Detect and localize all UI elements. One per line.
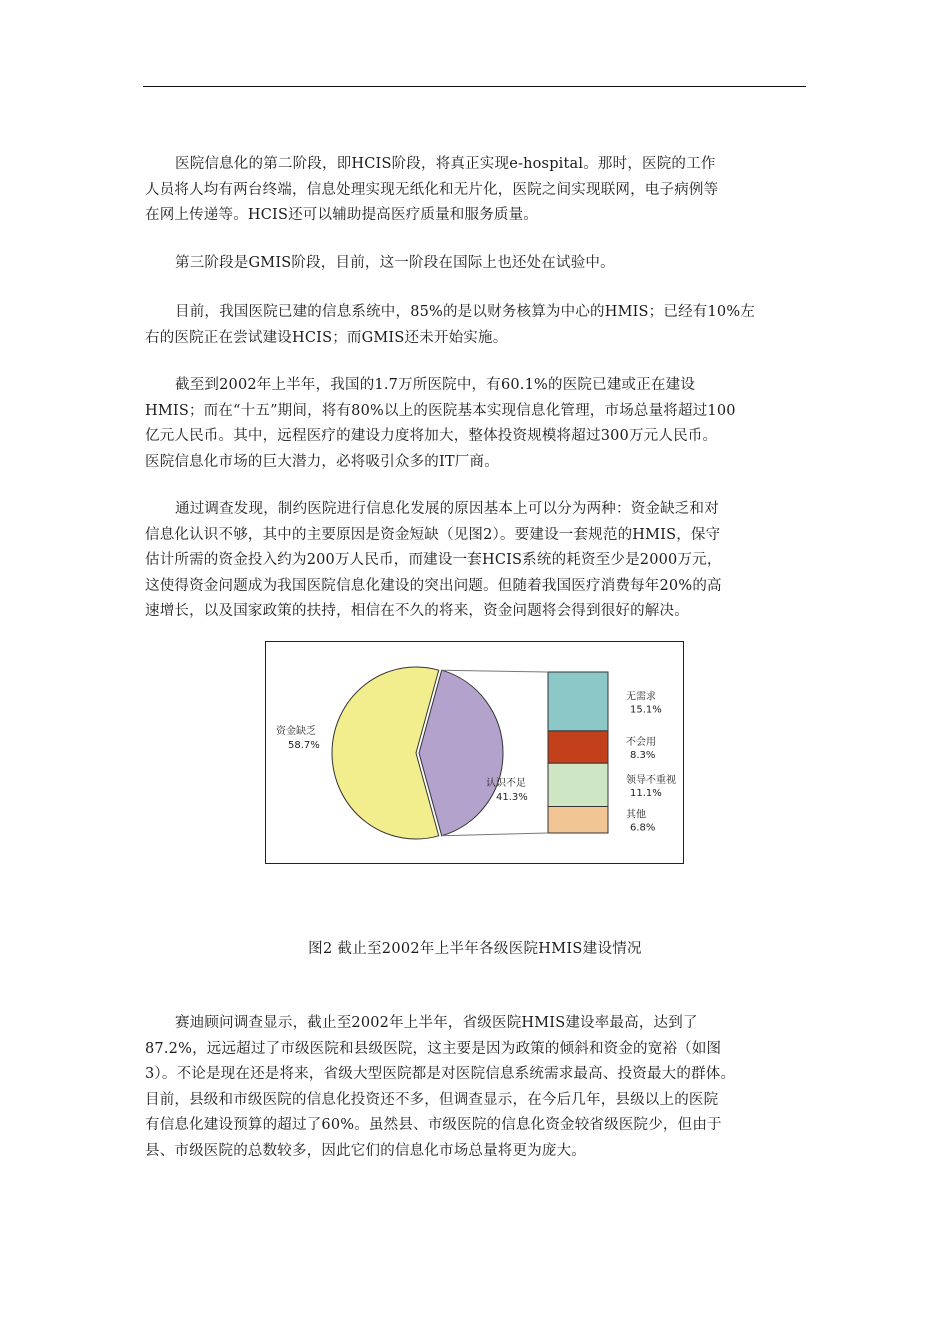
text-line: 速增长，以及国家政策的扶持，相信在不久的将来，资金问题将会得到很好的解决。 [145,603,689,619]
text-line: 县、市级医院的总数较多，因此它们的信息化市场总量将更为庞大。 [145,1142,586,1159]
text-line: 医院信息化市场的巨大潜力，必将吸引众多的IT厂商。 [145,453,499,470]
bar-value-0: 15.1% [630,704,662,716]
paragraph [145,1011,815,1164]
text-line: 人员将人均有两台终端，信息处理实现无纸化和无片化，医院之间实现联网，电子病例等 [145,181,719,198]
text-line: 截至到2002年上半年，我国的1.7万所医院中，有60.1%的医院已建或正在建设 [175,377,696,393]
text-line: 87.2%，远远超过了市级医院和县级医院，这主要是因为政策的倾斜和资金的宽裕（如图 [145,1040,722,1057]
paragraph [145,300,815,351]
connector-line-bottom [442,833,548,836]
text-line: 估计所需的资金投入约为200万人民币，而建设一套HCIS系统的耗资至少是2000万元， [145,552,722,568]
bar-value-2: 11.1% [630,787,662,799]
pie-value-0: 58.7% [288,740,320,751]
header-rule [143,86,806,87]
paragraph [145,373,815,475]
bar-label-0: 无需求 [626,691,656,703]
figure-pie-chart [265,641,684,864]
text-line: HMIS；而在“十五”期间，将有80%以上的医院基本实现信息化管理，市场总量将超过100 [145,402,736,419]
text-line: 目前，我国医院已建的信息系统中，85%的是以财务核算为中心的HMIS；已经有10%左 [175,304,756,320]
paragraph [145,251,815,277]
bar-segment-3 [548,807,608,834]
text-line: 在网上传递等。HCIS还可以辅助提高医疗质量和服务质量。 [145,207,538,223]
text-line: 有信息化建设预算的超过了60%。虽然县、市级医院的信息化资金较省级医院少，但由于 [145,1117,722,1133]
paragraph [145,497,815,625]
text-line: 亿元人民币。其中，远程医疗的建设力度将加大，整体投资规模将超过300万元人民币。 [145,428,718,444]
bar-label-3: 其他 [626,809,646,821]
bar-value-1: 8.3% [630,750,656,761]
pie-label-0: 资金缺乏 [276,726,316,737]
text-line: 赛迪顾问调查显示，截止至2002年上半年，省级医院HMIS建设率最高，达到了 [175,1015,698,1031]
bar-segment-1 [548,731,608,763]
paragraph [145,152,815,229]
text-line: 医院信息化的第二阶段，即HCIS阶段，将真正实现e-hospital。那时，医院的工作 [175,156,716,172]
bar-label-1: 不会用 [626,737,656,748]
text-line: 目前，县级和市级医院的信息化投资还不多，但调查显示，在今后几年，县级以上的医院 [145,1091,719,1108]
text-line: 3）。不论是现在还是将来，省级大型医院都是对医院信息系统需求最高、投资最大的群体。 [145,1066,736,1082]
connector-line-top [442,670,548,672]
text-line: 通过调查发现，制约医院进行信息化发展的原因基本上可以分为两种：资金缺乏和对 [175,501,719,517]
text-line: 这使得资金问题成为我国医院信息化建设的突出问题。但随着我国医疗消费每年20%的高 [145,577,722,594]
text-line: 信息化认识不够，其中的主要原因是资金短缺（见图2）。要建设一套规范的HMIS，保守 [145,526,721,543]
text-line: 右的医院正在尝试建设HCIS；而GMIS还未开始实施。 [145,329,508,346]
bar-segment-0 [548,672,608,731]
pie-chart-svg [266,642,682,862]
bar-segment-2 [548,763,608,806]
pie-label-1: 认识不足 [486,778,526,789]
bar-label-2: 领导不重视 [626,774,676,786]
figure-caption: 图2 截止至2002年上半年各级医院HMIS建设情况 [308,941,642,957]
text-line: 第三阶段是GMIS阶段，目前，这一阶段在国际上也还处在试验中。 [175,255,615,271]
pie-value-1: 41.3% [496,792,528,803]
bar-value-3: 6.8% [630,822,656,834]
